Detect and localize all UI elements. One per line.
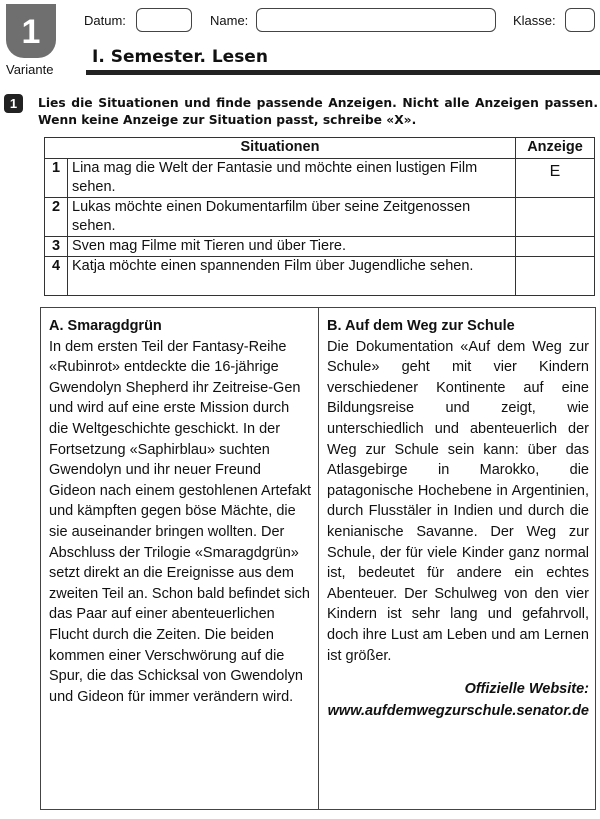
task-instruction: Lies die Situationen und finde passende Anzeigen. Nicht alle Anzeigen passen. Wenn keine Anzeige zur Situation passt, schreibe «X». [38, 96, 598, 127]
name-label: Name: [210, 13, 249, 28]
class-label: Klasse: [513, 13, 556, 28]
table-header-row [45, 138, 595, 159]
ads-panel [40, 307, 596, 810]
task-number: 1 [4, 94, 23, 113]
section-title: I. Semester. Lesen [92, 47, 268, 67]
table-row [45, 198, 595, 237]
ad-a-title: A. Smaragdgrün [49, 318, 162, 334]
ad-b-title: B. Auf dem Weg zur Schule [327, 318, 515, 334]
class-field[interactable] [565, 8, 595, 32]
table-row [45, 237, 595, 257]
website-url[interactable]: www.aufdemwegzurschule.senator.de [327, 703, 589, 720]
situation-text: Katja möchte einen spannenden Film über Jugendliche sehen. [68, 257, 516, 296]
ad-a-text: In dem ersten Teil der Fantasy-Reihe «Rubinrot» entdeckte die 16-jährige Gwendolyn Shepherd ihr Zeitreise-Gen und wird auf eine erste Mission durch die Weltgeschichte geschickt. In der Fortsetzung «Saphirblau» suchten Gwendolyn und ihr neuer Freund Gideon nach einem gestohlenen Artefakt und kämpften gegen böse Mächte, die sie auseinander bringen wollten. Der Abschluss der Trilogie «Smaragdgrün» setzt direkt an die Ereignisse aus dem zweiten Teil an. Schon bald befindet sich das Paar auf einer abenteuerlichen Flucht durch die Zeiten. Die beiden kommen einer Verschwörung auf die Spur, die das Schicksal von Gwendolyn und Gideon für immer verändern wird. [49, 338, 311, 705]
row-number: 1 [45, 159, 68, 198]
header-rule [86, 70, 600, 75]
row-number: 2 [45, 198, 68, 237]
answer-cell[interactable] [516, 198, 595, 237]
row-number: 3 [45, 237, 68, 257]
ad-a [49, 316, 311, 707]
answer-cell[interactable] [516, 257, 595, 296]
situations-table [44, 137, 595, 296]
situation-text: Lina mag die Welt der Fantasie und möchte einen lustigen Film sehen. [68, 159, 516, 198]
table-row [45, 159, 595, 198]
ad-b [327, 316, 589, 722]
date-field[interactable] [136, 8, 192, 32]
ad-b-text: Die Dokumentation «Auf dem Weg zur Schule» geht mit vier Kindern verschiedener Kontinente auf eine Bildungsreise und zeigt, wie unterschiedlich und abenteuerlich der Weg zur Schule sein kann: über das Atlasgebirge in Marokko, die patagonische Hochebene in Argentinien, durch Flusstäler in Indien und durch die kenianische Savanne. Der Weg zur Schule, der für viele Kinder ganz normal ist, bedeutet für andere ein echtes Abenteuer. Der Schulweg von den vier Kindern ist sehr lang und gefahrvoll, doch ihre Lust am Leben und am Lernen ist größer. [327, 338, 589, 664]
name-field[interactable] [256, 8, 496, 32]
ad-b-website [327, 678, 589, 722]
website-label: Offizielle Website: [464, 681, 589, 698]
situation-text: Lukas möchte einen Dokumentarfilm über seine Zeitgenossen sehen. [68, 198, 516, 237]
situations-header: Situationen [45, 138, 516, 159]
table-row [45, 257, 595, 296]
column-divider [318, 308, 319, 809]
variant-label: Variante [6, 62, 54, 77]
row-number: 4 [45, 257, 68, 296]
situation-text: Sven mag Filme mit Tieren und über Tiere. [68, 237, 516, 257]
date-label: Datum: [84, 13, 126, 28]
variant-number: 1 [21, 13, 41, 51]
answer-cell[interactable]: E [516, 159, 595, 198]
variant-badge [6, 4, 56, 58]
ad-header: Anzeige [516, 138, 595, 159]
answer-cell[interactable] [516, 237, 595, 257]
